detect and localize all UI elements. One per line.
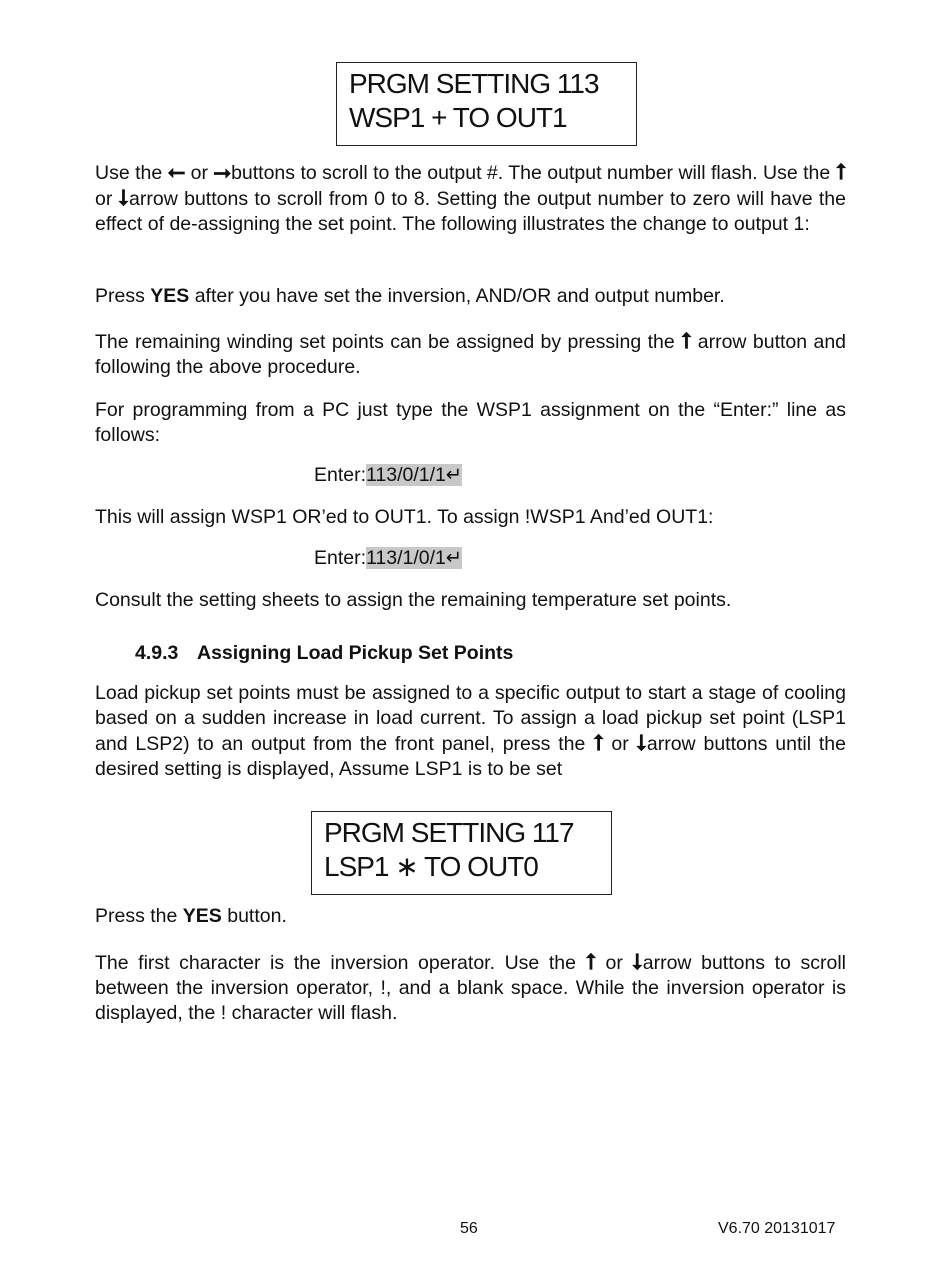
paragraph-scroll-output: Use the ⭠ or ⭢buttons to scroll to the output #. The output number will flash. Use the ⭡ or ⭣arrow buttons to scroll from 0 to 8. Setting the output number to zero will have the effect of de-assigning the set point. The following illustrates the change to output 1:	[95, 160, 846, 235]
lcd-line-1: PRGM SETTING 117	[324, 817, 574, 848]
paragraph-press-yes: Press YES after you have set the inversion, AND/OR and output number.	[95, 285, 725, 307]
paragraph-load-pickup: Load pickup set points must be assigned to a specific output to start a stage of cooling based on a sudden increase in load current. To assign a load pickup set point (LSP1 and LSP2) to an output from the front panel, press the ⭡ or ⭣arrow buttons until the desired setting is displayed, Assume LSP1 is to be set	[95, 682, 846, 780]
paragraph-consult-sheets: Consult the setting sheets to assign the remaining temperature set points.	[95, 589, 732, 611]
enter-command-2: Enter:113/1/0/1↵	[314, 547, 463, 569]
paragraph-press-yes-button: Press the YES button.	[95, 905, 287, 927]
down-arrow-icon: ⭣	[632, 950, 643, 975]
down-arrow-icon: ⭣	[118, 186, 130, 211]
command-value: 113/1/0/1↵	[366, 547, 463, 569]
section-number: 4.9.3	[135, 642, 179, 664]
up-arrow-icon: ⭡	[681, 329, 692, 354]
paragraph-remaining-winding: The remaining winding set points can be assigned by pressing the ⭡ arrow button and following the above procedure.	[95, 329, 847, 378]
lcd-line-2: WSP1 + TO OUT1	[349, 102, 567, 133]
page-number: 56	[460, 1220, 478, 1237]
paragraph-assign-wsp1: This will assign WSP1 OR’ed to OUT1. To assign !WSP1 And’ed OUT1:	[95, 506, 714, 528]
section-title: Assigning Load Pickup Set Points	[197, 642, 514, 664]
enter-command-1: Enter:113/0/1/1↵	[314, 464, 463, 486]
up-arrow-icon: ⭡	[593, 731, 604, 756]
command-value: 113/0/1/1↵	[366, 464, 463, 486]
down-arrow-icon: ⭣	[636, 731, 647, 756]
version-label: V6.70 20131017	[718, 1220, 836, 1237]
lcd-display-setting-117	[311, 811, 612, 895]
lcd-line-1: PRGM SETTING 113	[349, 68, 599, 99]
paragraph-inversion-operator: The first character is the inversion operator. Use the ⭡ or ⭣arrow buttons to scroll between the inversion operator, !, and a blank space. While the inversion operator is displayed, the ! character will flash.	[95, 950, 846, 1024]
lcd-display-setting-113	[336, 62, 637, 146]
right-arrow-icon: ⭢	[213, 160, 232, 185]
lcd-line-2: LSP1 ∗ TO OUT0	[324, 851, 538, 882]
up-arrow-icon: ⭡	[835, 160, 846, 185]
up-arrow-icon: ⭡	[585, 950, 596, 975]
left-arrow-icon: ⭠	[167, 160, 186, 185]
paragraph-pc-programming: For programming from a PC just type the WSP1 assignment on the “Enter:” line as follows:	[95, 399, 846, 446]
section-heading	[135, 642, 513, 665]
